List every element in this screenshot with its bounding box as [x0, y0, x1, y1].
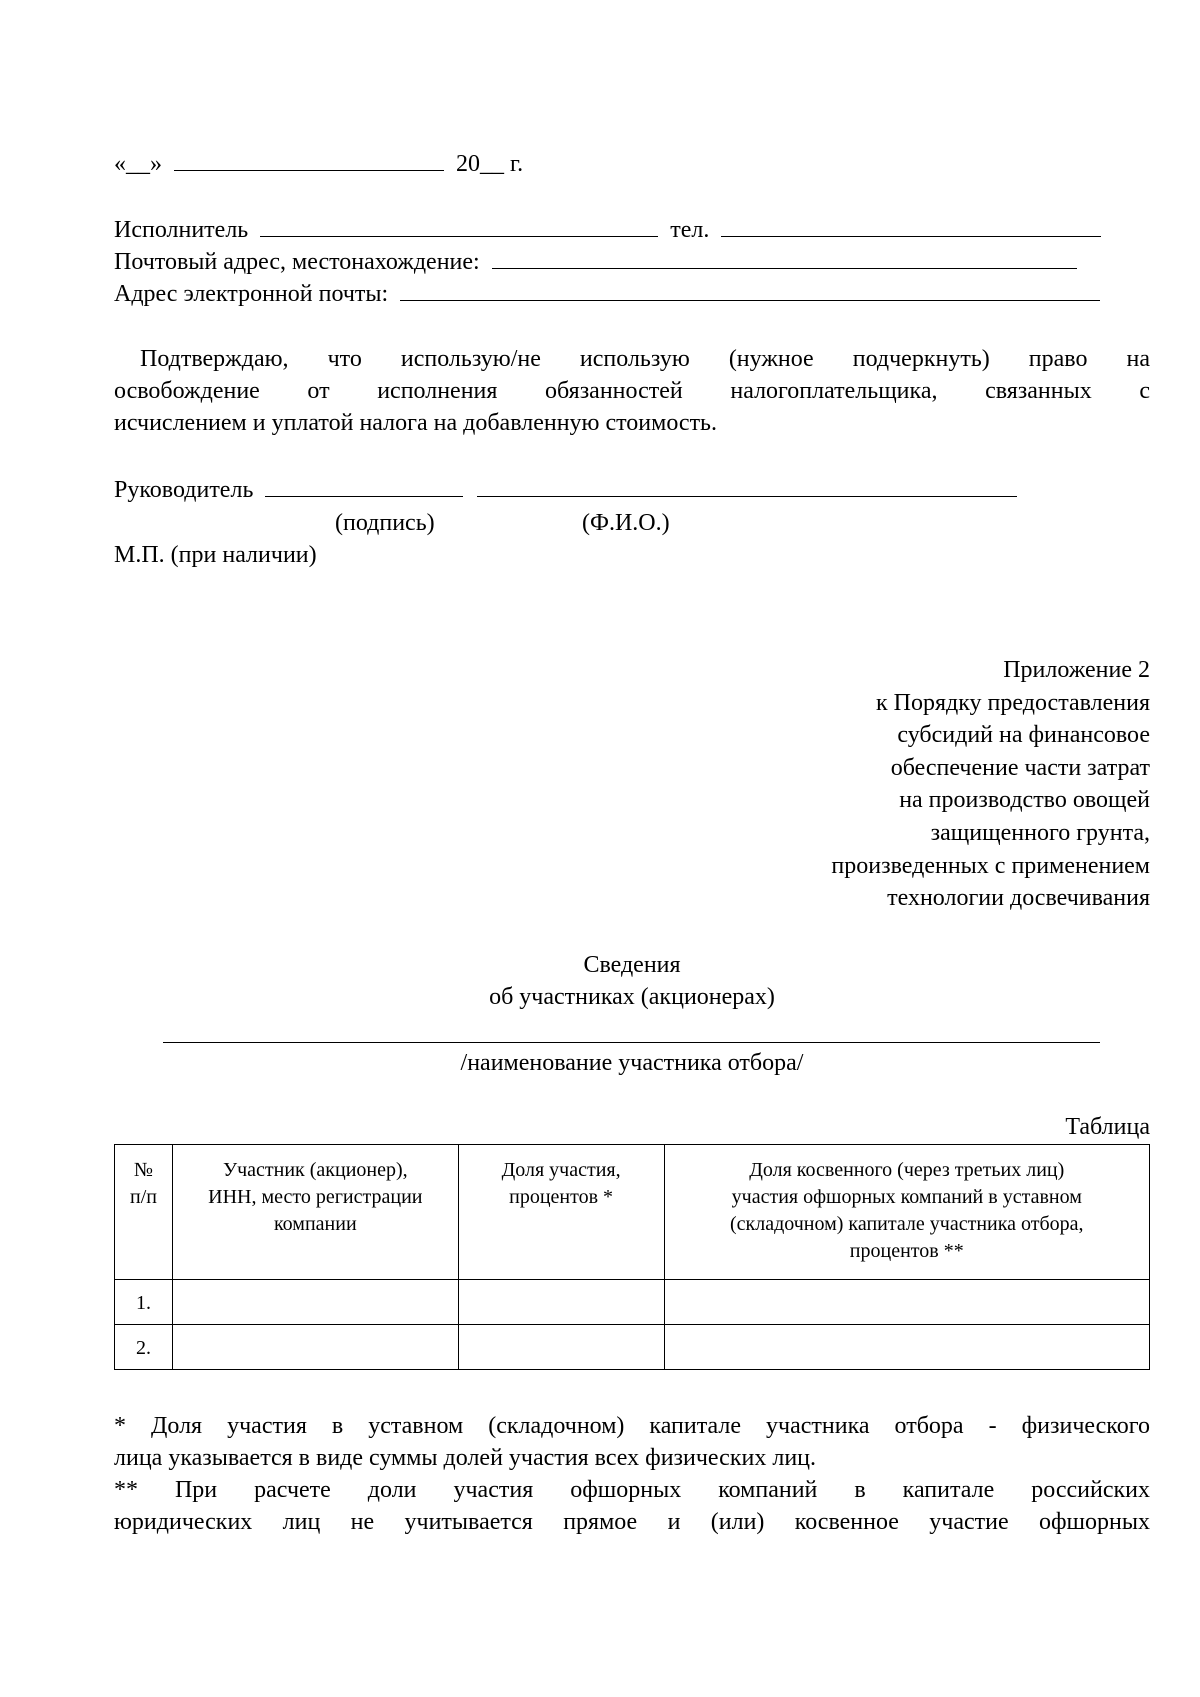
- executor-line: [114, 214, 1101, 245]
- appendix-block: [600, 654, 1150, 915]
- footnote-1-line-2: лица указывается в виде суммы долей участия всех физических лиц.: [114, 1445, 816, 1471]
- appendix-line: на производство овощей: [899, 787, 1150, 814]
- footnote-2-line-1: ** При расчете доли участия офшорных компаний в капитале российских: [114, 1477, 1150, 1503]
- participant-name-caption: /наименование участника отбора/: [460, 1050, 804, 1076]
- appendix-line: обеспечение части затрат: [890, 754, 1150, 781]
- head-line: [114, 474, 1017, 505]
- date-day: «__»: [114, 151, 162, 177]
- table-cell: 2.: [115, 1325, 173, 1370]
- date-line: [114, 148, 523, 179]
- footnote-1-line-1: * Доля участия в уставном (складочном) капитале участника отбора - физического: [114, 1413, 1150, 1439]
- email-label: Адрес электронной почты:: [114, 281, 389, 307]
- table-header-row: [115, 1145, 1150, 1280]
- appendix-line: к Порядку предоставления: [875, 689, 1150, 716]
- table-cell: [664, 1325, 1149, 1370]
- participants-table: [114, 1144, 1150, 1370]
- date-year: 20__ г.: [456, 151, 524, 177]
- phone-label: тел.: [670, 217, 710, 243]
- confirmation-line-3: исчислением и уплатой налога на добавленную стоимость.: [114, 410, 717, 436]
- footnote-2-line-2: юридических лиц не учитывается прямое и (или) косвенное участие офшорных: [114, 1509, 1150, 1535]
- executor-label: Исполнитель: [114, 217, 249, 243]
- table-cell: [172, 1325, 458, 1370]
- table-cell: [172, 1280, 458, 1325]
- table-label: Таблица: [1065, 1114, 1150, 1140]
- appendix-line: субсидий на финансовое: [897, 722, 1150, 749]
- postal-line: [114, 246, 1077, 277]
- header-cell-share: Доля участия, процентов *: [458, 1145, 664, 1280]
- sign-caption: (подпись): [335, 510, 435, 536]
- table-cell: [664, 1280, 1149, 1325]
- appendix-line: технологии досвечивания: [887, 885, 1150, 912]
- header-cell-offshore-share: Доля косвенного (через третьих лиц) участия офшорных компаний в уставном (складочном) капитале участника отбора, процентов **: [664, 1145, 1149, 1280]
- date-month-blank: [174, 148, 444, 171]
- table-cell: [458, 1325, 664, 1370]
- phone-blank: [721, 214, 1101, 237]
- appendix-line: произведенных с применением: [831, 852, 1150, 879]
- table-row: [115, 1325, 1150, 1370]
- fio-caption: (Ф.И.О.): [582, 510, 670, 536]
- fio-blank: [477, 474, 1017, 497]
- email-blank: [400, 278, 1100, 301]
- form-title: Сведения: [583, 952, 681, 978]
- form-subtitle: об участниках (акционерах): [489, 984, 775, 1010]
- email-line: [114, 278, 1100, 309]
- table-cell: 1.: [115, 1280, 173, 1325]
- postal-blank: [492, 246, 1077, 269]
- appendix-line: Приложение 2: [1003, 657, 1150, 683]
- appendix-line: защищенного грунта,: [930, 819, 1150, 846]
- participant-name-rule: [163, 1042, 1100, 1043]
- header-cell-participant: Участник (акционер), ИНН, место регистрации компании: [172, 1145, 458, 1280]
- table-row: [115, 1280, 1150, 1325]
- confirmation-line-1: Подтверждаю, что использую/не использую (нужное подчеркнуть) право на: [140, 346, 1150, 372]
- table-cell: [458, 1280, 664, 1325]
- executor-blank: [260, 214, 658, 237]
- header-cell-number: № п/п: [115, 1145, 173, 1280]
- head-label: Руководитель: [114, 477, 254, 503]
- stamp-label: М.П. (при наличии): [114, 542, 317, 568]
- confirmation-line-2: освобождение от исполнения обязанностей налогоплательщика, связанных с: [114, 378, 1150, 404]
- signature-blank: [265, 474, 463, 497]
- postal-label: Почтовый адрес, местонахождение:: [114, 249, 480, 275]
